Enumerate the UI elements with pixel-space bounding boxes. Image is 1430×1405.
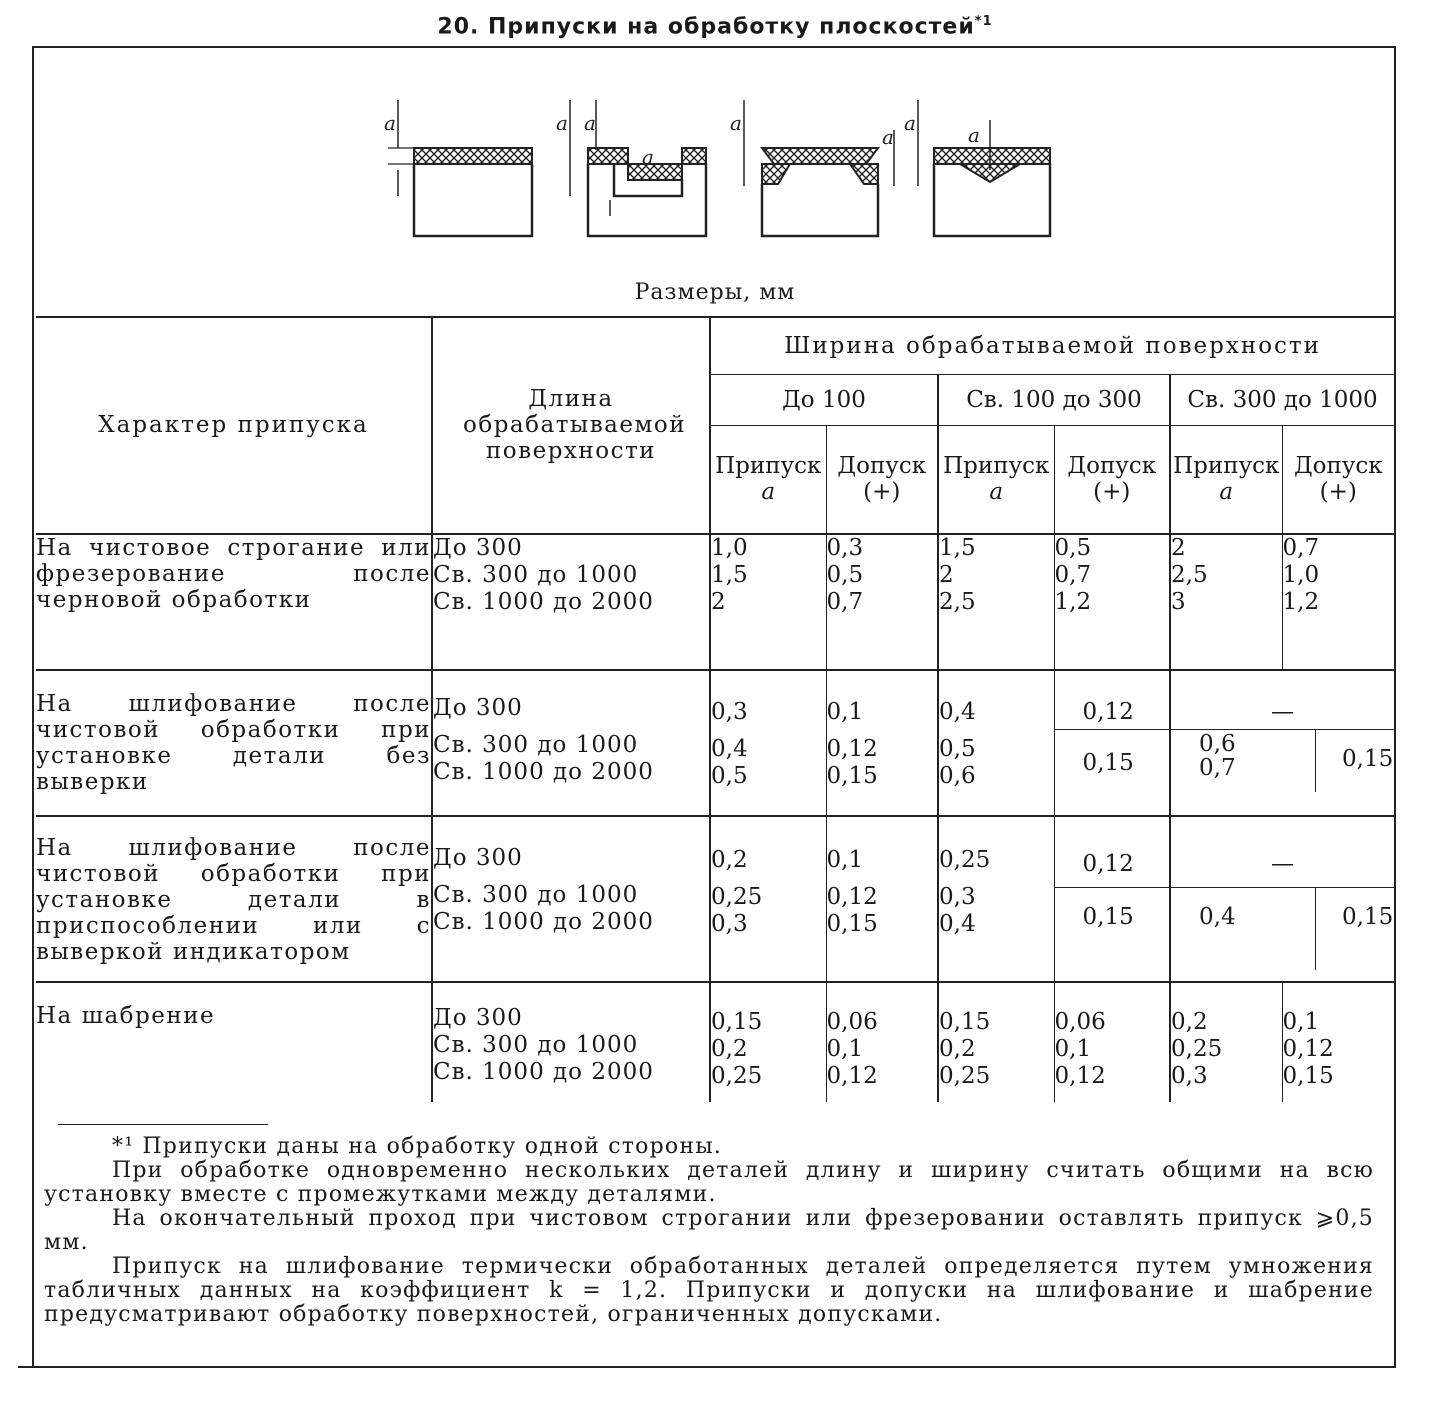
footnotes bbox=[44, 1128, 1374, 1327]
allow-100: 1,0 1,5 2 bbox=[710, 534, 826, 670]
row-label: На чистовое строгание или фрезерование после черновой обработки bbox=[36, 534, 431, 613]
tol-300-1000: 0,7 1,0 1,2 bbox=[1282, 534, 1394, 670]
tol-100: 0,06 0,1 0,12 bbox=[826, 982, 938, 1102]
diagram-label-a2: а bbox=[556, 111, 568, 135]
diagram-label-a4: а bbox=[642, 145, 654, 169]
allow-300-1000: 2 2,5 3 bbox=[1170, 534, 1282, 670]
row-label: На шабрение bbox=[36, 982, 432, 1102]
allow-100-300: 0,15 0,2 0,25 bbox=[938, 982, 1054, 1102]
allowance-table bbox=[36, 316, 1394, 1102]
title-footnote-mark: *1 bbox=[974, 14, 993, 29]
diagram-label-a6: а bbox=[882, 125, 894, 149]
table-title bbox=[0, 14, 1430, 39]
header-tolerance-3: Допуск (+) bbox=[1282, 426, 1394, 534]
diagram-label-a7: а bbox=[904, 111, 916, 135]
header-width-group: Ширина обрабатываемой поверхности bbox=[710, 317, 1394, 375]
header-width-100: До 100 bbox=[710, 375, 938, 426]
width-300-1000-block: — 0,4 0,15 bbox=[1170, 816, 1394, 982]
header-length: Длина обрабатываемой поверхности bbox=[432, 317, 710, 534]
table-frame-bottom bbox=[18, 1366, 1394, 1368]
allowance-diagram bbox=[370, 90, 1070, 250]
row-label: На шлифование после чистовой обработки при установке детали без выверки bbox=[36, 670, 432, 816]
footnote-rule bbox=[58, 1124, 268, 1125]
row-lengths: До 300 Св. 300 до 1000 Св. 1000 до 2000 bbox=[432, 816, 710, 982]
diagram-label-a5: а bbox=[730, 111, 742, 135]
note-3: На окончательный проход при чистовом строгании или фрезеровании оставлять припуск ⩾0,5 мм. bbox=[44, 1206, 1374, 1255]
header-tolerance-2: Допуск (+) bbox=[1054, 426, 1170, 534]
tol-100-300: 0,12 0,15 bbox=[1054, 816, 1170, 982]
table-row-finish-planing bbox=[36, 534, 1394, 670]
note-2: При обработке одновременно нескольких деталей длину и ширину считать общими на всю установку вместе с промежутками между деталями. bbox=[44, 1158, 1374, 1207]
diagram-vgroove bbox=[918, 100, 1050, 236]
table-row-grinding-no-alignment bbox=[36, 670, 1394, 816]
header-width-300-1000: Св. 300 до 1000 bbox=[1170, 375, 1394, 426]
table-row-grinding-fixture bbox=[36, 816, 1394, 982]
diagram-label-a1: а bbox=[384, 111, 396, 135]
allow-100: 0,3 0,4 0,5 bbox=[710, 670, 826, 816]
table-row-scraping bbox=[36, 982, 1394, 1102]
width-300-1000-block: — 0,6 0,7 0,15 bbox=[1170, 670, 1394, 816]
allow-100-300: 0,25 0,3 0,4 bbox=[938, 816, 1054, 982]
tol-100: 0,1 0,12 0,15 bbox=[826, 670, 938, 816]
allow-100: 0,15 0,2 0,25 bbox=[710, 982, 826, 1102]
diagram-label-a3: а bbox=[584, 111, 596, 135]
header-character: Характер припуска bbox=[36, 317, 432, 534]
allow-100-300: 0,4 0,5 0,6 bbox=[938, 670, 1054, 816]
row-lengths: До 300 Св. 300 до 1000 Св. 1000 до 2000 bbox=[432, 534, 710, 670]
header-allowance-1: Припуск а bbox=[710, 426, 826, 534]
tol-100: 0,3 0,5 0,7 bbox=[826, 534, 938, 670]
header-width-100-300: Св. 100 до 300 bbox=[938, 375, 1170, 426]
note-1: *¹ Припуски даны на обработку одной стороны. bbox=[112, 1134, 723, 1159]
units-caption: Размеры, мм bbox=[634, 280, 796, 305]
tol-100-300: 0,5 0,7 1,2 bbox=[1054, 534, 1170, 670]
allow-100: 0,2 0,25 0,3 bbox=[710, 816, 826, 982]
row-lengths: До 300 Св. 300 до 1000 Св. 1000 до 2000 bbox=[432, 670, 710, 816]
tol-100-300: 0,06 0,1 0,12 bbox=[1054, 982, 1170, 1102]
header-tolerance-1: Допуск (+) bbox=[826, 426, 938, 534]
allow-100-300: 1,5 2 2,5 bbox=[938, 534, 1054, 670]
header-allowance-2: Припуск а bbox=[938, 426, 1054, 534]
diagram-label-a8: а bbox=[968, 123, 980, 147]
row-label: На шлифование после чистовой обработки при установке детали в приспособлении или с выверкой индикатором bbox=[36, 816, 432, 982]
header-allowance-3: Припуск а bbox=[1170, 426, 1282, 534]
diagram-dovetail bbox=[744, 100, 894, 236]
tol-100: 0,1 0,12 0,15 bbox=[826, 816, 938, 982]
diagram-flat bbox=[388, 100, 532, 236]
title-text: 20. Припуски на обработку плоскостей bbox=[437, 14, 975, 40]
note-4: Припуск на шлифование термически обработанных деталей определяется путем умножения табличных данных на коэффициент k = 1,2. Припуски и допуски на шлифование и шабрение предусматривают обработку поверхностей, ограниченных допусками. bbox=[44, 1254, 1374, 1327]
tol-100-300: 0,12 0,15 bbox=[1054, 670, 1170, 816]
tol-300-1000: 0,1 0,12 0,15 bbox=[1282, 982, 1394, 1102]
allow-300-1000: 0,2 0,25 0,3 bbox=[1170, 982, 1282, 1102]
row-lengths: До 300 Св. 300 до 1000 Св. 1000 до 2000 bbox=[432, 982, 710, 1102]
